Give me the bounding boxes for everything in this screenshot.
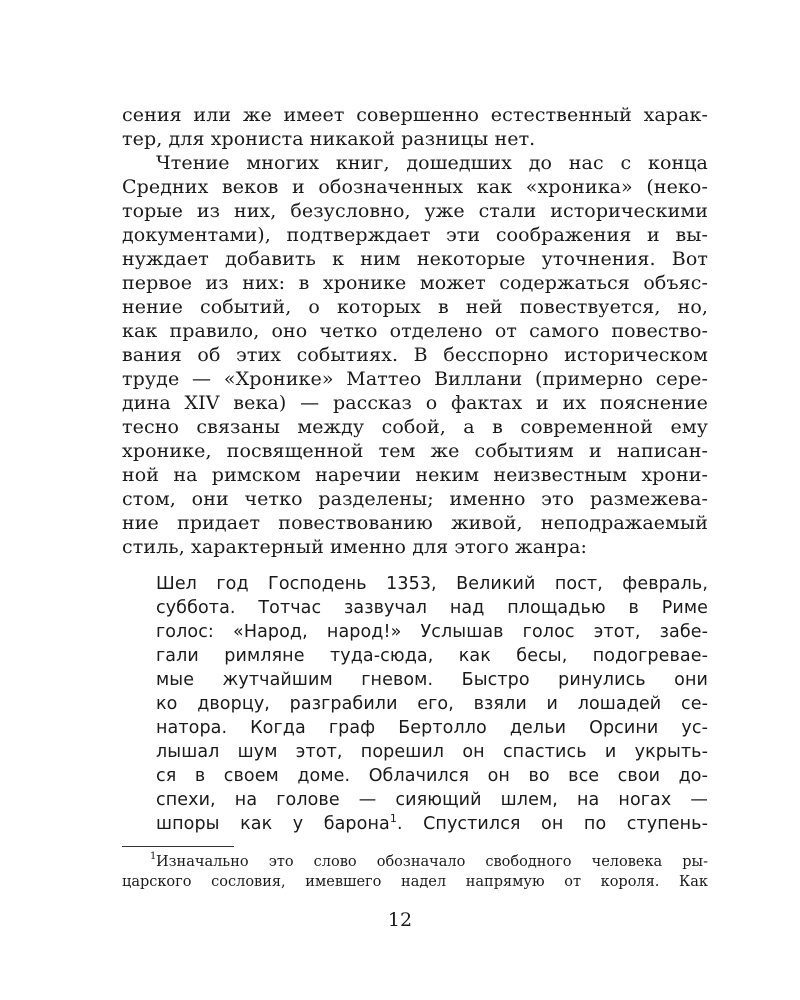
text-line: сения или же имеет совершенно естественный харак- [122,104,708,126]
text-line: стом, они четко разделены; именно это размежева- [122,488,708,510]
text-line: ние придает повествованию живой, неподражаемый [122,512,708,534]
quote-line-with-footnote [156,813,708,836]
text-line: нение событий, о которых в ней повествуется, но, [122,296,708,318]
footnote-reference[interactable]: 1 [389,812,397,826]
quote-line: ко дворцу, разграбили его, взяли и лошадей се- [156,694,708,714]
quote-line: Шел год Господень 1353, Великий пост, февраль, [156,574,708,594]
text-line: труде — «Хронике» Маттео Виллани (примерно сере- [122,368,708,390]
text-line: Чтение многих книг, дошедших до нас с конца [156,152,708,174]
quote-line: голос: «Народ, народ!» Услышав голос этот, забе- [156,622,708,642]
text-line: вания об этих событиях. В бесспорно историческом [122,344,708,366]
page-number: 12 [387,909,413,931]
quote-line: суббота. Тотчас зазвучал над площадью в Риме [156,598,708,618]
quote-text: шпоры как у барона [156,814,390,834]
text-line: тесно связаны между собой, а в современной ему [122,416,708,438]
text-line: ной на римском наречии неким неизвестным хрони- [122,464,708,486]
quote-line: мые жутчайшим гневом. Быстро ринулись они [156,670,708,690]
footnote-mark: 1 [150,851,157,862]
text-line: дина XIV века) — рассказ о фактах и их пояснение [122,392,708,414]
footnote-divider [122,846,234,847]
text-line: тер, для хрониста никакой разницы нет. [122,128,536,150]
text-line: торые из них, безусловно, уже стали историческими [122,200,708,222]
text-line: хронике, посвященной тем же событиям и написан- [122,440,708,462]
quote-line: ся в своем доме. Облачился он во все свои до- [156,766,708,786]
quote-line: натора. Когда граф Бертолло дельи Орсини ус- [156,718,708,738]
text-line: первое из них: в хронике может содержаться объяс- [122,272,708,294]
text-line: нуждает добавить к ним некоторые уточнения. Вот [122,248,708,270]
text-line: как правило, оно четко отделено от самого повество- [122,320,708,342]
quote-line: гали римляне туда-сюда, как бесы, подогревае- [156,646,708,666]
footnote-line: Изначально это слово обозначало свободного человека ры- [156,854,708,870]
quote-text: . Спустился он по ступень- [396,814,709,834]
text-line: стиль, характерный именно для этого жанра: [122,536,587,558]
text-line: Средних веков и обозначенных как «хроника» (неко- [122,176,708,198]
text-line: документами), подтверждает эти соображения и вы- [122,224,708,246]
quote-line: лышал шум этот, порешил он спастись и укрыть- [156,742,708,762]
quote-line: спехи, на голове — сияющий шлем, на ногах — [156,790,708,810]
footnote-line: царского сословия, имевшего надел напрямую от короля. Как [122,874,708,890]
